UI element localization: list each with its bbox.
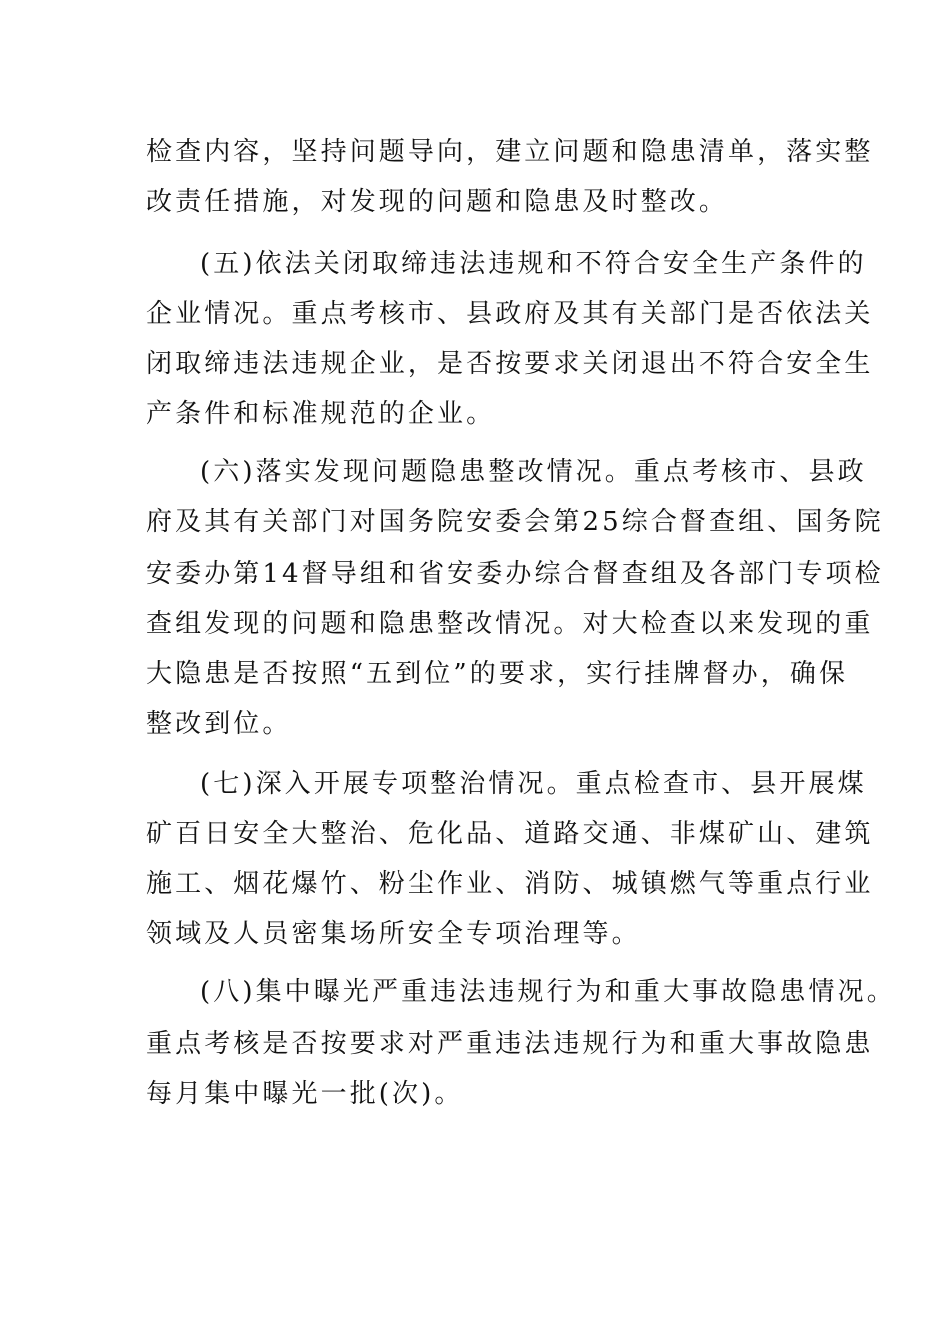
text-line: 检查内容，坚持问题导向，建立问题和隐患清单，落实整: [146, 137, 874, 167]
text-line: 重点考核是否按要求对严重违法违规行为和重大事故隐患: [146, 1029, 874, 1059]
text-line: (七)深入开展专项整治情况。重点检查市、县开展煤: [200, 769, 867, 799]
text-line: 安委办第14督导组和省安委办综合督查组及各部门专项检: [146, 559, 884, 589]
text-line: 大隐患是否按照“五到位”的要求，实行挂牌督办，确保: [146, 659, 849, 689]
text-line: 改责任措施，对发现的问题和隐患及时整改。: [146, 187, 729, 217]
text-line: 施工、烟花爆竹、粉尘作业、消防、城镇燃气等重点行业: [146, 869, 874, 899]
text-line: 产条件和标准规范的企业。: [146, 399, 496, 429]
text-line: 每月集中曝光一批(次)。: [146, 1079, 464, 1109]
text-line: 整改到位。: [146, 709, 292, 739]
text-line: 查组发现的问题和隐患整改情况。对大检查以来发现的重: [146, 609, 874, 639]
text-line: (六)落实发现问题隐患整改情况。重点考核市、县政: [200, 457, 867, 487]
text-line: 领域及人员密集场所安全专项治理等。: [146, 919, 641, 949]
text-line: 企业情况。重点考核市、县政府及其有关部门是否依法关: [146, 299, 874, 329]
text-line: 矿百日安全大整治、危化品、道路交通、非煤矿山、建筑: [146, 819, 874, 849]
text-line: (五)依法关闭取缔违法违规和不符合安全生产条件的: [200, 249, 867, 279]
text-line: 府及其有关部门对国务院安委会第25综合督查组、国务院: [146, 507, 884, 537]
text-line: (八)集中曝光严重违法违规行为和重大事故隐患情况。: [200, 977, 896, 1007]
text-line: 闭取缔违法违规企业，是否按要求关闭退出不符合安全生: [146, 349, 874, 379]
